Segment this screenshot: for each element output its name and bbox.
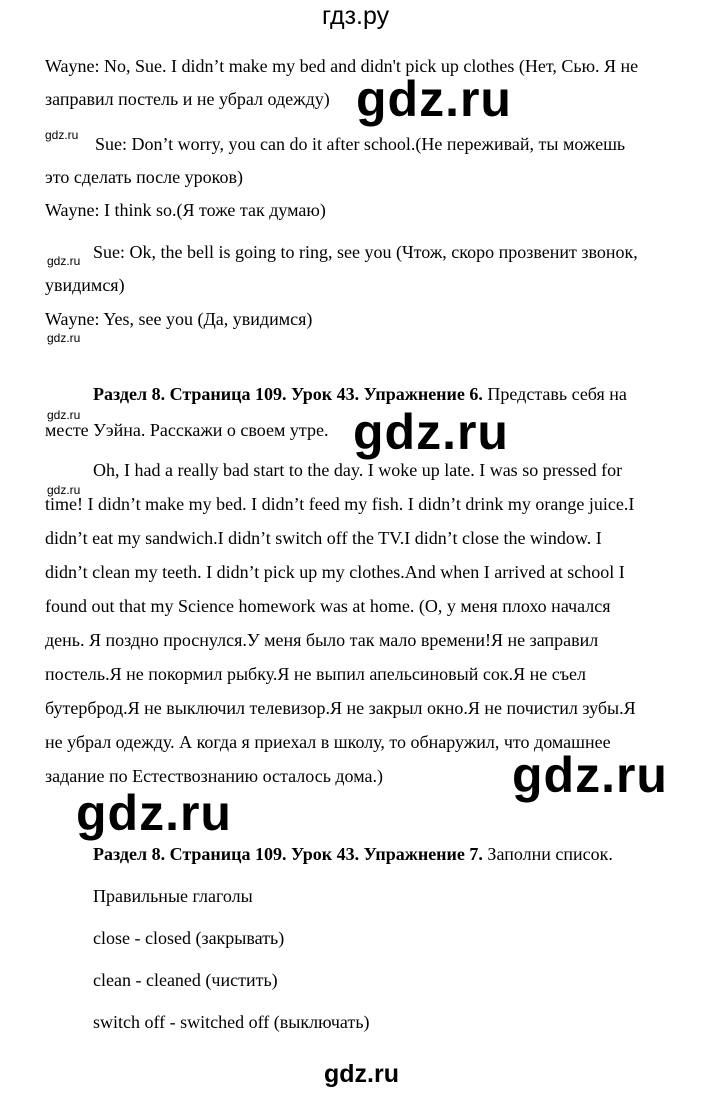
exercise-6-line: задание по Естествознанию осталось дома.) [45, 766, 383, 786]
exercise-7-task: Заполни список. [487, 844, 613, 864]
watermark-small: gdz.ru [47, 483, 81, 497]
dialogue-line: Sue: Ok, the bell is going to ring, see you (Чтож, скоро прозвенит звонок, [93, 242, 638, 262]
watermark-big: gdz.ru [356, 71, 512, 127]
dialogue-line: Sue: Don’t worry, you can do it after school.(Не переживай, ты можешь [95, 134, 626, 154]
exercise-6-line: Oh, I had a really bad start to the day. I woke up late. I was so pressed for [93, 460, 623, 480]
watermark-big: gdz.ru [512, 747, 668, 803]
dialogue-line: Wayne: No, Sue. I didn’t make my bed and didn't pick up clothes (Нет, Сью. Я не [45, 56, 639, 76]
exercise-6-line: постель.Я не покормил рыбку.Я не выпил апельсиновый сок.Я не съел [45, 664, 587, 684]
dialogue-line: Wayne: I think so.(Я тоже так думаю) [45, 200, 326, 220]
watermark-small: gdz.ru [47, 254, 81, 268]
verb-item: close - closed (закрывать) [93, 928, 285, 948]
page-header: гдз.ру [322, 2, 390, 30]
verb-item: switch off - switched off (выключать) [93, 1012, 370, 1032]
exercise-6-line: didn’t eat my sandwich.I didn’t switch off the TV.I didn’t close the window. I [45, 528, 602, 548]
dialogue-line: заправил постель и не убрал одежду) [45, 89, 330, 109]
exercise-6-heading: Раздел 8. Страница 109. Урок 43. Упражнение 6. [93, 384, 483, 404]
exercise-7-subheading: Правильные глаголы [93, 886, 253, 906]
dialogue-line: это сделать после уроков) [45, 167, 243, 187]
verb-item: clean - cleaned (чистить) [93, 970, 278, 990]
dialogue-line: Wayne: Yes, see you (Да, увидимся) [45, 309, 313, 329]
exercise-6-line: бутерброд.Я не выключил телевизор.Я не закрыл окно.Я не почистил зубы.Я [45, 698, 636, 718]
watermark-small: gdz.ru [47, 331, 81, 345]
watermark-small: gdz.ru [45, 128, 79, 142]
exercise-6-task-line [93, 383, 627, 405]
watermark-big: gdz.ru [353, 404, 509, 460]
page-footer: gdz.ru [324, 1060, 399, 1088]
exercise-6-line: не убрал одежду. А когда я приехал в школу, то обнаружил, что домашнее [45, 732, 611, 752]
watermark-big: gdz.ru [76, 785, 232, 841]
exercise-6-task: Представь себя на [487, 384, 627, 404]
exercise-6-line: день. Я поздно проснулся.У меня было так мало времени!Я не заправил [45, 630, 599, 650]
exercise-6-line: found out that my Science homework was at home. (О, у меня плохо начался [45, 596, 611, 616]
exercise-7-task-line [93, 843, 613, 865]
dialogue-line: увидимся) [45, 275, 125, 295]
exercise-7-heading: Раздел 8. Страница 109. Урок 43. Упражнение 7. [93, 844, 483, 864]
exercise-6-task-line-2: месте Уэйна. Расскажи о своем утре. [45, 420, 329, 440]
exercise-6-line: time! I didn’t make my bed. I didn’t feed my fish. I didn’t drink my orange juice.I [45, 494, 635, 514]
watermark-small: gdz.ru [47, 408, 81, 422]
exercise-6-line: didn’t clean my teeth. I didn’t pick up my clothes.And when I arrived at school I [45, 562, 625, 582]
